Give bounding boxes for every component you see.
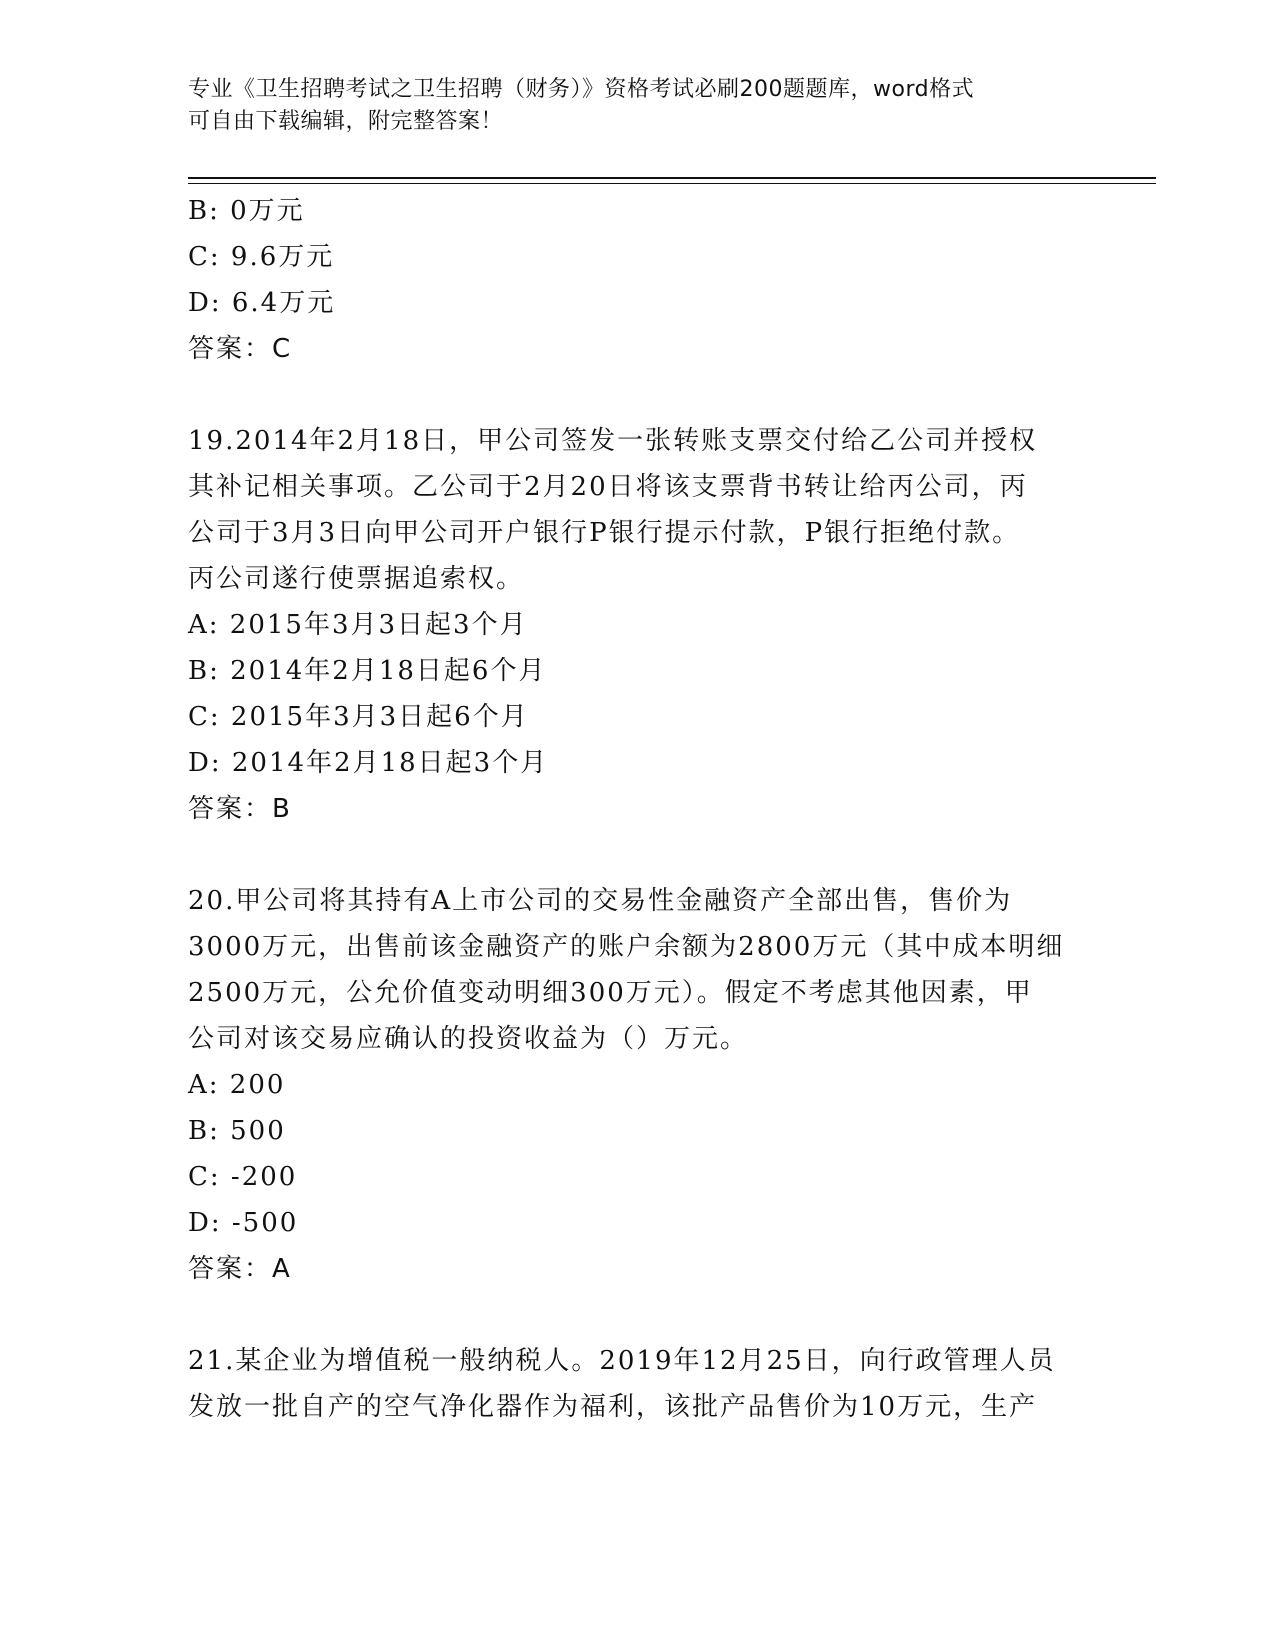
- question-19-option-d: D: 2014年2月18日起3个月: [188, 748, 549, 778]
- header-divider-thick: [188, 177, 1156, 179]
- question-20-answer: 答案：A: [188, 1254, 292, 1284]
- question-19-option-a: A: 2015年3月3日起3个月: [188, 610, 528, 640]
- question-20-option-a: A: 200: [188, 1070, 286, 1100]
- question-21-line: 发放一批自产的空气净化器作为福利，该批产品售价为10万元，生产: [188, 1392, 1038, 1422]
- option-b: B: 0万元: [188, 196, 305, 226]
- question-20-option-b: B: 500: [188, 1116, 286, 1146]
- question-20-line: 2500万元，公允价值变动明细300万元）。假定不考虑其他因素，甲: [188, 978, 1033, 1008]
- question-19-line: 其补记相关事项。乙公司于2月20日将该支票背书转让给丙公司，丙: [188, 472, 1028, 502]
- question-21: [188, 1338, 1088, 1430]
- question-19-option-b: B: 2014年2月18日起6个月: [188, 656, 547, 686]
- question-20: [188, 878, 1088, 1292]
- header-line-2: 可自由下载编辑，附完整答案！: [188, 109, 504, 134]
- document-header: [188, 74, 1068, 138]
- question-20-line: 20.甲公司将其持有A上市公司的交易性金融资产全部出售，售价为: [188, 886, 1013, 916]
- question-20-option-d: D: -500: [188, 1208, 299, 1238]
- header-divider-thin: [188, 183, 1156, 184]
- question-19-answer: 答案：B: [188, 794, 292, 824]
- question-19-option-c: C: 2015年3月3日起6个月: [188, 702, 529, 732]
- prev-question-answer: 答案：C: [188, 334, 293, 364]
- header-line-1: 专业《卫生招聘考试之卫生招聘（财务）》资格考试必刷200题题库，word格式: [188, 77, 975, 102]
- question-19-line: 19.2014年2月18日，甲公司签发一张转账支票交付给乙公司并授权: [188, 426, 1038, 456]
- option-d: D: 6.4万元: [188, 288, 336, 318]
- question-content: [188, 188, 1088, 1430]
- question-19-line: 公司于3月3日向甲公司开户银行P银行提示付款，P银行拒绝付款。: [188, 518, 1021, 548]
- question-20-line: 公司对该交易应确认的投资收益为（）万元。: [188, 1024, 749, 1054]
- question-19-line: 丙公司遂行使票据追索权。: [188, 564, 525, 594]
- option-c: C: 9.6万元: [188, 242, 335, 272]
- question-20-option-c: C: -200: [188, 1162, 298, 1192]
- question-20-line: 3000万元，出售前该金融资产的账户余额为2800万元（其中成本明细: [188, 932, 1065, 962]
- prev-question-options: [188, 188, 1088, 326]
- question-19: [188, 418, 1088, 832]
- question-21-line: 21.某企业为增值税一般纳税人。2019年12月25日，向行政管理人员: [188, 1346, 1056, 1376]
